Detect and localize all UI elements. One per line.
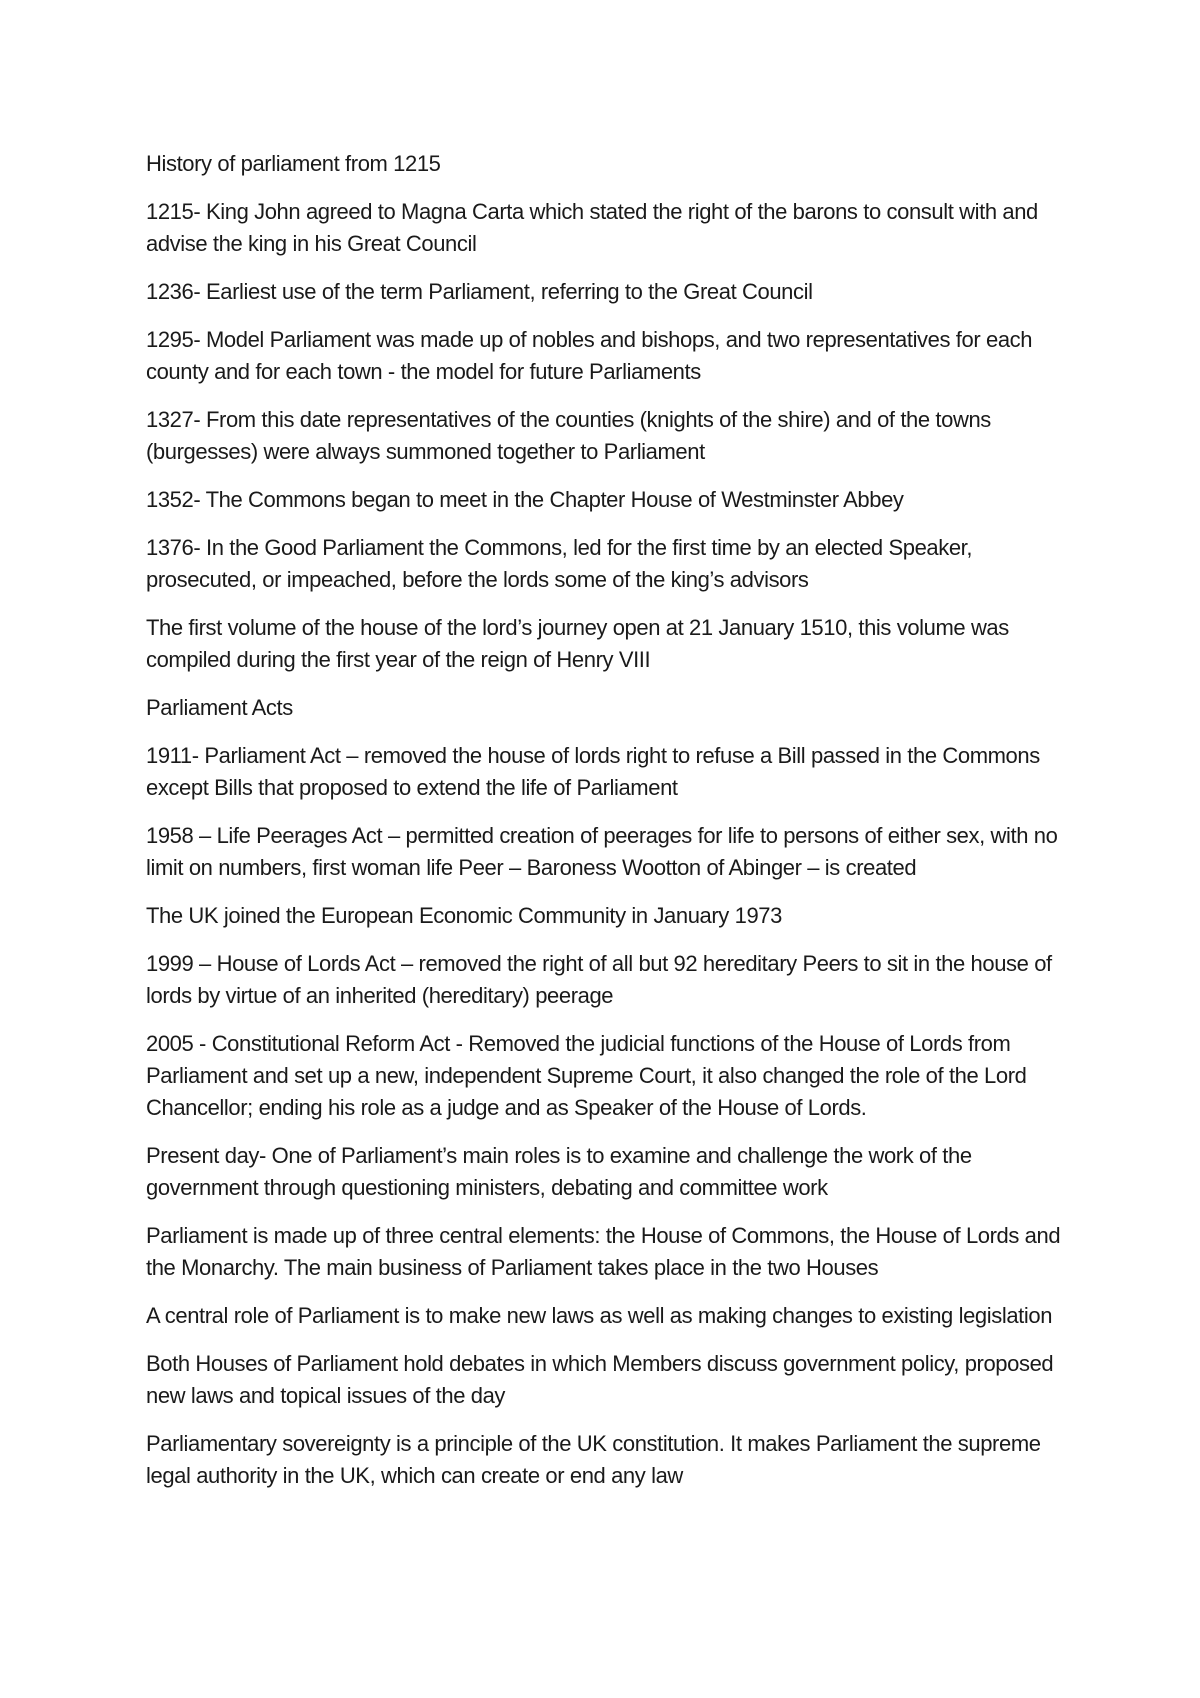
paragraph-laws: A central role of Parliament is to make new laws as well as making changes to existing legislation (146, 1303, 1053, 1328)
paragraph-1958: 1958 – Life Peerages Act – permitted creation of peerages for life to persons of either sex, with no limit on numbers, first woman life Peer – Baroness Wootton of Abinger – is created (146, 823, 1058, 880)
paragraph-1295: 1295- Model Parliament was made up of nobles and bishops, and two representatives for each county and for each town - the model for future Parliaments (146, 327, 1033, 384)
document-body (146, 148, 1076, 1508)
paragraph-1236: 1236- Earliest use of the term Parliament, referring to the Great Council (146, 279, 813, 304)
paragraph-1973: The UK joined the European Economic Community in January 1973 (146, 903, 782, 928)
paragraph-1352: 1352- The Commons began to meet in the Chapter House of Westminster Abbey (146, 487, 904, 512)
paragraph-1999: 1999 – House of Lords Act – removed the right of all but 92 hereditary Peers to sit in the house of lords by virtue of an inherited (hereditary) peerage (146, 951, 1052, 1008)
paragraph-1510: The first volume of the house of the lord’s journey open at 21 January 1510, this volume was compiled during the first year of the reign of Henry VIII (146, 615, 1009, 672)
paragraph-2005: 2005 - Constitutional Reform Act - Removed the judicial functions of the House of Lords from Parliament and set up a new, independent Supreme Court, it also changed the role of the Lord Chancellor; ending his role as a judge and as Speaker of the House of Lords. (146, 1031, 1027, 1120)
paragraph-debates: Both Houses of Parliament hold debates in which Members discuss government policy, proposed new laws and topical issues of the day (146, 1351, 1054, 1408)
document-title: History of parliament from 1215 (146, 151, 441, 176)
paragraph-elements: Parliament is made up of three central elements: the House of Commons, the House of Lords and the Monarchy. The main business of Parliament takes place in the two Houses (146, 1223, 1061, 1280)
paragraph-1215: 1215- King John agreed to Magna Carta which stated the right of the barons to consult with and advise the king in his Great Council (146, 199, 1038, 256)
paragraph-sovereignty: Parliamentary sovereignty is a principle of the UK constitution. It makes Parliament the supreme legal authority in the UK, which can create or end any law (146, 1431, 1041, 1488)
paragraph-1376: 1376- In the Good Parliament the Commons, led for the first time by an elected Speaker, prosecuted, or impeached, before the lords some of the king’s advisors (146, 535, 973, 592)
section-heading-parliament-acts: Parliament Acts (146, 695, 293, 720)
paragraph-1911: 1911- Parliament Act – removed the house of lords right to refuse a Bill passed in the Commons except Bills that proposed to extend the life of Parliament (146, 743, 1040, 800)
paragraph-1327: 1327- From this date representatives of the counties (knights of the shire) and of the towns (burgesses) were always summoned together to Parliament (146, 407, 991, 464)
paragraph-present-day: Present day- One of Parliament’s main roles is to examine and challenge the work of the government through questioning ministers, debating and committee work (146, 1143, 972, 1200)
